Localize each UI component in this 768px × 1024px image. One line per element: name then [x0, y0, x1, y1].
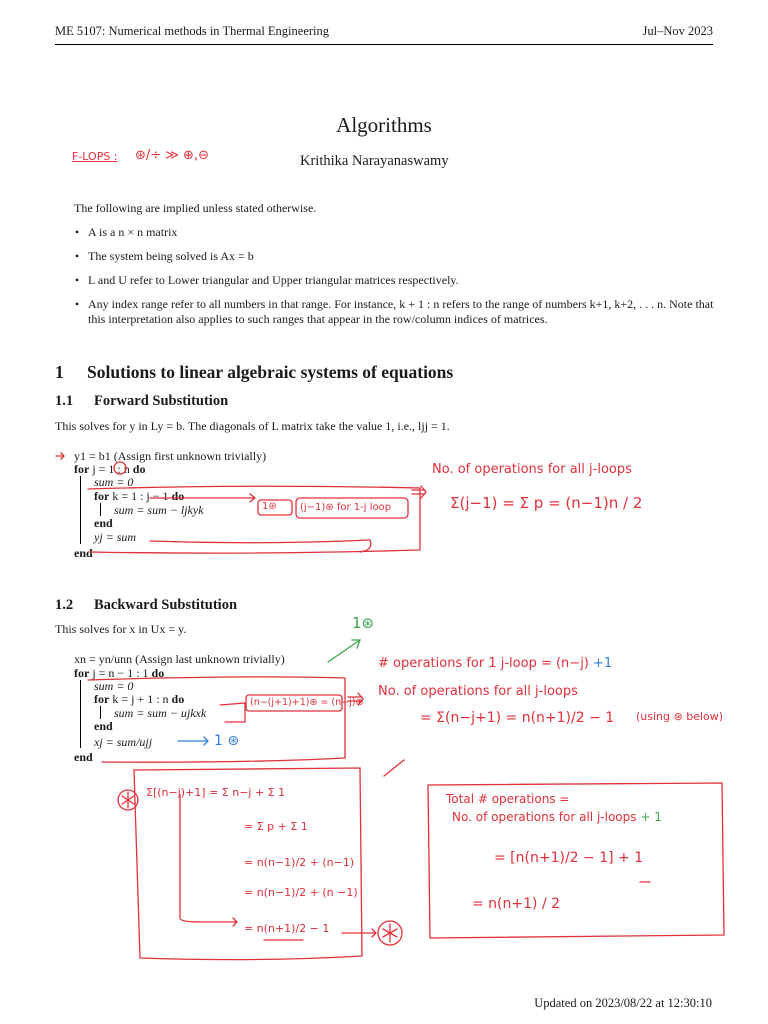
- algorithm-line: xj = sum/ujj: [94, 735, 153, 749]
- algorithm-line: yj = sum: [94, 530, 137, 544]
- section-title: Solutions to linear algebraic systems of equations: [87, 362, 454, 382]
- annotation-flops-label: F-LOPS :: [72, 150, 118, 163]
- loop-range: j = n − 1 : 1: [92, 666, 149, 680]
- bullet-text: L and U refer to Lower triangular and Upper triangular matrices respectively.: [88, 273, 459, 287]
- section-number: 1: [55, 362, 64, 382]
- algorithm-line: sum = sum − ljkyk: [114, 503, 204, 517]
- derivation-step: Σ[(n−j)+1] = Σ n−j + Σ 1: [146, 786, 286, 799]
- derivation-step: = n(n−1)/2 + (n−1): [244, 856, 355, 869]
- algorithm-line: end: [94, 719, 113, 733]
- algorithm-line: xn = yn/unn (Assign last unknown trivially): [74, 652, 285, 666]
- annotation-text-green: + 1: [640, 810, 662, 824]
- author: Krithika Narayanaswamy: [300, 153, 449, 169]
- loop-range: k = j + 1 : n: [112, 692, 169, 706]
- annotation-text-blue: +1: [593, 656, 613, 671]
- annotation-box: [88, 677, 345, 762]
- bullet-item: • A is a n × n matrix: [75, 225, 178, 239]
- keyword-do: do: [171, 692, 185, 706]
- keyword-do: do: [171, 489, 185, 503]
- intro-text: The following are implied unless stated otherwise.: [74, 201, 317, 215]
- bullet-text: Any index range refer to all numbers in that range. For instance, k + 1 : n refers to the range of numbers k+1, k+2, . . . n. Note that this interpretation also applies to such ranges that appear in the row/column indices of matrices.: [88, 297, 714, 326]
- arrow-icon: [342, 929, 376, 937]
- loop-range: j = 1 : n: [92, 462, 130, 476]
- annotation-bwd-blue: 1 ⊛: [214, 733, 240, 749]
- header-course: ME 5107: Numerical methods in Thermal Engineering: [55, 24, 330, 38]
- annotation-bracket: [220, 703, 245, 722]
- annotation-bwd-note: (using ⊛ below): [636, 710, 724, 723]
- subsection-description: This solves for x in Ux = y.: [55, 622, 187, 636]
- header-term: Jul–Nov 2023: [642, 24, 713, 38]
- highlight-circle: [114, 462, 126, 474]
- algorithm-line: y1 = b1 (Assign first unknown trivially): [74, 449, 267, 463]
- algorithm-line: sum = 0: [94, 475, 134, 489]
- derivation-step: = Σ p + Σ 1: [244, 820, 308, 833]
- star-icon: [122, 792, 134, 808]
- arrow-icon: [180, 795, 237, 926]
- algorithm-line: end: [74, 546, 93, 560]
- arrow-icon: [328, 640, 360, 662]
- footer-updated: Updated on 2023/08/22 at 12:30:10: [534, 996, 712, 1010]
- algorithm-line: sum = sum − ujkxk: [114, 706, 207, 720]
- bullet-text: A is a n × n matrix: [88, 225, 178, 239]
- annotation-fwd-one: 1⊛: [262, 501, 277, 512]
- page-title: Algorithms: [336, 113, 432, 137]
- subsection-title: Forward Substitution: [94, 393, 229, 409]
- annotation-bwd-line2: No. of operations for all j-loops: [378, 684, 578, 699]
- annotation-bwd-count: (n−(j+1)+1)⊛ = (n−j)⊛: [250, 697, 364, 708]
- keyword-do: do: [151, 666, 165, 680]
- derivation-step: = n(n−1)/2 + (n −1): [244, 886, 358, 899]
- bullet-item: • The system being solved is Ax = b: [75, 249, 254, 263]
- annotation-bwd-green: 1⊛: [352, 614, 375, 632]
- total-expression: = [n(n+1)/2 − 1] + 1: [494, 850, 644, 866]
- bullet-item: • Any index range refer to all numbers in that range. For instance, k + 1 : n refers to the range of numbers k+1, k+2, . . . n. Note that this interpretation also applies to such ranges that appear in the row/column indices of matrices.: [75, 297, 714, 326]
- arrow-icon: [150, 494, 255, 502]
- annotation-bwd-line3: = Σ(n−j+1) = n(n+1)/2 − 1: [420, 710, 615, 726]
- keyword-for: for: [94, 692, 110, 706]
- annotation-fwd-jloop: (j−1)⊛ for 1-j loop: [300, 502, 392, 513]
- annotation-fwd-title: No. of operations for all j-loops: [432, 462, 632, 477]
- subsection-number: 1.1: [55, 393, 74, 409]
- keyword-for: for: [74, 666, 90, 680]
- keyword-do: do: [132, 462, 146, 476]
- total-result: = n(n+1) / 2: [472, 896, 561, 912]
- derivation-step: = n(n+1)/2 − 1: [244, 922, 330, 935]
- bullet-text: The system being solved is Ax = b: [88, 249, 254, 263]
- annotation-text: No. of operations for all j-loops: [452, 810, 637, 824]
- total-line: [452, 810, 662, 824]
- algorithm-line: end: [94, 516, 113, 530]
- arrow-icon: [56, 453, 64, 459]
- subsection-description: This solves for y in Ly = b. The diagonals of L matrix take the value 1, i.e., ljj = 1.: [55, 419, 450, 433]
- subsection-title: Backward Substitution: [94, 597, 238, 613]
- annotation-bwd-line1: [378, 656, 612, 671]
- pointer-line: [384, 760, 404, 776]
- annotation-flops-relation: ⊛/÷ ≫ ⊕,⊖: [135, 148, 209, 163]
- keyword-for: for: [74, 462, 90, 476]
- total-title: Total # operations =: [446, 792, 570, 806]
- star-icon: [383, 924, 397, 942]
- bullet-item: • L and U refer to Lower triangular and Upper triangular matrices respectively.: [75, 273, 459, 287]
- arrow-icon: [178, 737, 208, 745]
- algorithm-line: sum = 0: [94, 679, 134, 693]
- keyword-for: for: [94, 489, 110, 503]
- underline: [150, 540, 371, 552]
- annotation-fwd-sum: Σ(j−1) = Σ p = (n−1)n / 2: [450, 494, 643, 512]
- algorithm-line: end: [74, 750, 93, 764]
- subsection-number: 1.2: [55, 597, 74, 613]
- loop-range: k = 1 : j − 1: [112, 489, 169, 503]
- annotation-text: # operations for 1 j-loop = (n−j): [378, 656, 589, 671]
